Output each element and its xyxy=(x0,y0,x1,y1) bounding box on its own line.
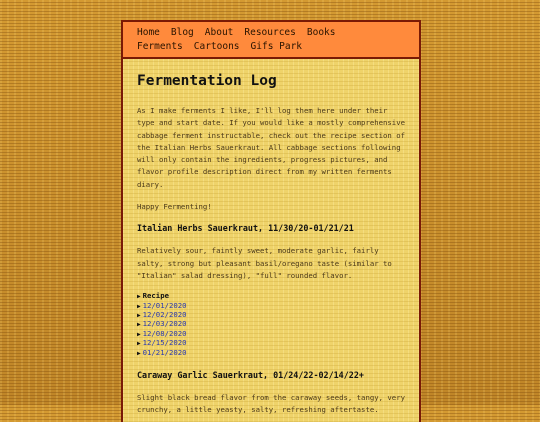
nav-link-about[interactable]: About xyxy=(204,27,234,38)
entry-heading: Italian Herbs Sauerkraut, 11/30/20-01/21/21 xyxy=(137,223,354,234)
details-label: 01/21/2020 xyxy=(142,347,187,357)
disclosure-triangle-icon: ▶ xyxy=(137,312,141,320)
nav-link-books[interactable]: Books xyxy=(306,27,336,38)
details-label: 12/15/2020 xyxy=(142,338,187,348)
nav-link-blog[interactable]: Blog xyxy=(170,27,194,38)
disclosure-triangle-icon: ▶ xyxy=(137,302,141,310)
nav-link-resources[interactable]: Resources xyxy=(244,27,296,38)
entry-description: Slight black bread flavor from the caraway seeds, tangy, very crunchy, a little yeasty, salty, refreshing aftertaste. xyxy=(137,393,405,415)
details-label: 12/02/2020 xyxy=(142,310,187,320)
entry-description: Relatively sour, faintly sweet, moderate garlic, fairly salty, strong but pleasant basil/oregano taste (similar to "Italian" salad dressing), "full" rounded flavor. xyxy=(137,246,392,280)
disclosure-triangle-icon: ▶ xyxy=(137,330,141,338)
top-nav xyxy=(123,22,419,59)
disclosure-triangle-icon: ▶ xyxy=(137,321,141,329)
entry-details-list xyxy=(137,292,405,358)
entry-heading: Caraway Garlic Sauerkraut, 01/24/22-02/14/22+ xyxy=(137,370,364,381)
nav-link-ferments[interactable]: Ferments xyxy=(137,41,183,52)
disclosure-triangle-icon: ▶ xyxy=(137,293,141,301)
main-content xyxy=(123,59,419,417)
disclosure-triangle-icon: ▶ xyxy=(137,340,141,348)
details-label: 12/08/2020 xyxy=(142,328,187,338)
details-label: Recipe xyxy=(142,291,169,301)
details-date[interactable] xyxy=(137,349,405,358)
disclosure-triangle-icon: ▶ xyxy=(137,349,141,357)
nav-link-home[interactable]: Home xyxy=(137,27,160,38)
details-label: 12/01/2020 xyxy=(142,300,187,310)
nav-row-1 xyxy=(137,26,411,40)
details-label: 12/03/2020 xyxy=(142,319,187,329)
page-container xyxy=(121,20,421,422)
nav-link-cartoons[interactable]: Cartoons xyxy=(193,41,240,52)
greeting-text: Happy Fermenting! xyxy=(137,202,212,212)
intro-paragraph: As I make ferments I like, I'll log them here under their type and start date. If you would like a mostly comprehensive cabbage ferment instructable, check out the recipe section of the Italian Herbs Sauerkraut. All cabbage sections following will only contain the ingredients, progress pictures, and flavor profile description direct from my written ferments diary. xyxy=(137,106,405,189)
nav-row-2 xyxy=(137,40,411,54)
nav-link-gifs-park[interactable]: Gifs Park xyxy=(250,41,303,52)
page-title: Fermentation Log xyxy=(137,73,277,89)
